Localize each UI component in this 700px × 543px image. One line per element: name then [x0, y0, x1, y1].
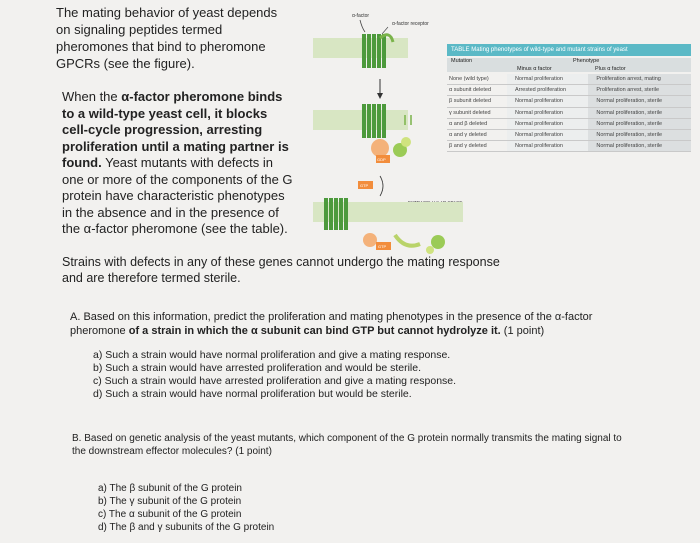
- question-a-text: A. Based on this information, predict the proliferation and mating phenotypes in the presence of the α-factor pheromone: [70, 311, 593, 337]
- cell-plus: Normal proliferation, sterile: [588, 96, 691, 106]
- intro-paragraph-2: [62, 89, 294, 238]
- table-row: [447, 119, 691, 130]
- effector-bottom: [395, 235, 420, 246]
- alpha-subunit-bottom: [363, 233, 377, 247]
- cell-minus: Normal proliferation: [507, 96, 588, 106]
- cell-mutation: α subunit deleted: [449, 87, 492, 94]
- cell-minus: Normal proliferation: [507, 74, 588, 84]
- option-d[interactable]: d) The β and γ subunits of the G protein: [98, 522, 275, 533]
- question-a-points: (1 point): [500, 325, 545, 337]
- gtp-label: GTP: [378, 244, 387, 249]
- cell-plus: Proliferation arrest, sterile: [588, 85, 691, 95]
- header-phenotype: Phenotype: [573, 58, 600, 64]
- cell-mutation: β and γ deleted: [449, 143, 487, 150]
- membrane-middle: [313, 110, 408, 130]
- gtp-label-left: GTP: [360, 183, 369, 188]
- intro-paragraph: [56, 4, 288, 72]
- table-row: [447, 141, 691, 152]
- cell-plus: Normal proliferation, sterile: [588, 119, 691, 129]
- table-row: [447, 96, 691, 107]
- question-a-options: [93, 349, 456, 401]
- question-a-bold: of a strain in which the α subunit can bind GTP but cannot hydrolyze it.: [128, 325, 501, 337]
- cell-mutation: None (wild type): [449, 76, 489, 82]
- cell-mutation: γ subunit deleted: [449, 109, 491, 116]
- phenotype-table: [447, 74, 691, 152]
- cell-plus: Normal proliferation, sterile: [588, 141, 691, 151]
- header-mutation: Mutation: [451, 58, 473, 64]
- intro-text-c: Yeast mutants with defects in one or more of the components of the G protein have characteristic phenotypes in the absence and in the presence of the α-factor pheromone (see the table).: [62, 155, 293, 236]
- option-a[interactable]: a) Such a strain would have normal proliferation and give a mating response.: [93, 349, 451, 361]
- alpha-factor-label: α-factor: [352, 13, 370, 19]
- option-c[interactable]: c) Such a strain would have arrested proliferation and give a mating response.: [93, 375, 457, 387]
- cell-plus: Normal proliferation, sterile: [588, 130, 691, 140]
- table-row: [447, 74, 691, 85]
- option-b[interactable]: b) Such a strain would have arrested proliferation and would be sterile.: [93, 362, 422, 374]
- option-b[interactable]: b) The γ subunit of the G protein: [98, 496, 242, 507]
- beta-subunit-bottom: [431, 235, 445, 249]
- header-minus: Minus α factor: [517, 66, 552, 72]
- intro-text-a: When the: [62, 89, 122, 104]
- header-plus: Plus α factor: [595, 66, 626, 72]
- receptor-bottom: [324, 198, 348, 230]
- receptor-label: α-factor receptor: [392, 21, 429, 27]
- table-row: [447, 85, 691, 96]
- strains-paragraph: Strains with defects in any of these genes cannot undergo the mating response and are therefore termed sterile.: [62, 255, 500, 285]
- receptor-middle: [362, 104, 386, 138]
- cell-mutation: α and γ deleted: [449, 131, 487, 138]
- cell-plus: Normal proliferation, sterile: [588, 108, 691, 118]
- table-row: [447, 130, 691, 141]
- table-row: [447, 108, 691, 119]
- table-header: [447, 58, 691, 72]
- table-title: TABLE Mating phenotypes of wild-type and mutant strains of yeast: [447, 44, 691, 56]
- alpha-arrow: [360, 20, 365, 32]
- receptor-pointer: [382, 27, 388, 34]
- cell-mutation: β subunit deleted: [449, 98, 491, 105]
- intro-text-bold: α-factor pheromone binds to a wild-type yeast cell, it blocks cell-cycle progression, arresting proliferation until a mating partner is found.: [62, 89, 289, 170]
- option-a[interactable]: a) The β subunit of the G protein: [98, 483, 242, 494]
- gamma-subunit-middle: [401, 137, 411, 147]
- alpha-subunit-middle: [371, 139, 389, 157]
- option-d[interactable]: d) Such a strain would have normal proliferation but would be sterile.: [93, 388, 412, 400]
- gdp-label: GDP: [377, 157, 386, 162]
- cell-minus: Arrested proliferation: [507, 85, 588, 95]
- gamma-subunit-bottom: [426, 246, 434, 254]
- arrow-head-1: [377, 93, 383, 99]
- cell-minus: Normal proliferation: [507, 130, 588, 140]
- option-c[interactable]: c) The α subunit of the G protein: [98, 509, 242, 520]
- cell-minus: Normal proliferation: [507, 119, 588, 129]
- cell-mutation: α and β deleted: [449, 120, 488, 127]
- cell-minus: Normal proliferation: [507, 108, 588, 118]
- arrow-curve: [380, 176, 383, 196]
- question-a: [70, 310, 650, 338]
- cell-minus: Normal proliferation: [507, 141, 588, 151]
- intro-text: The mating behavior of yeast depends on signaling peptides termed pheromones that bind to pheromone GPCRs (see the figure).: [56, 5, 278, 71]
- question-b-options: [98, 482, 274, 534]
- question-b: B. Based on genetic analysis of the yeast mutants, which component of the G protein normally transmits the mating signal to the downstream effector molecules? (1 point): [72, 433, 622, 457]
- cell-plus: Proliferation arrest, mating: [588, 74, 691, 84]
- receptor-top: [362, 34, 386, 68]
